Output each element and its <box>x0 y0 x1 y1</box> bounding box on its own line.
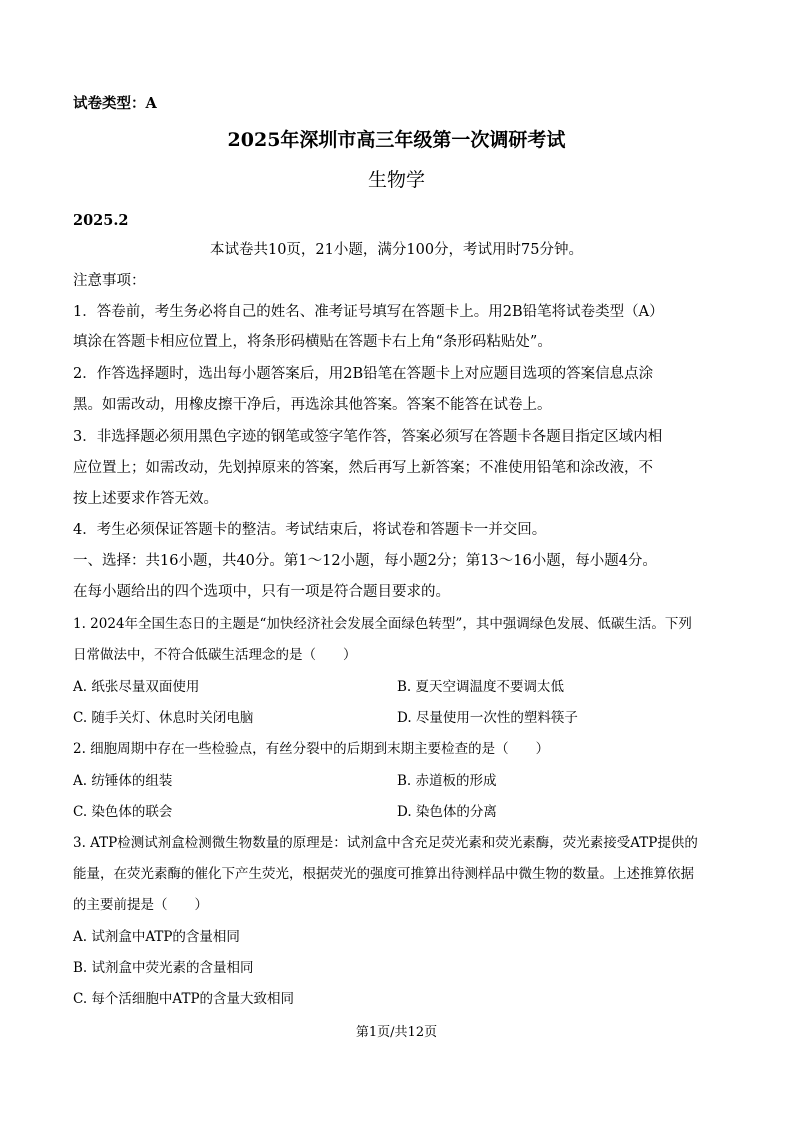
note-line: 2．作答选择题时，选出每小题答案后，用2B铅笔在答题卡上对应题目选项的答案信息点涂 <box>73 366 654 382</box>
note-line: 填涂在答题卡相应位置上，将条形码横贴在答题卡右上角“条形码粘贴处”。 <box>73 334 552 350</box>
question-3-stem: 的主要前提是（ ） <box>73 897 208 913</box>
question-1-option-a: A. 纸张尽量双面使用 <box>73 679 200 695</box>
notes-heading: 注意事项： <box>73 273 146 289</box>
question-3-option-c: C. 每个活细胞中ATP的含量大致相同 <box>73 991 295 1007</box>
question-1-stem: 日常做法中，不符合低碳生活理念的是（ ） <box>73 647 357 663</box>
note-line: 黑。如需改动，用橡皮擦干净后，再选涂其他答案。答案不能答在试卷上。 <box>73 397 552 413</box>
exam-date: 2025.2 <box>73 212 129 229</box>
question-1-option-c: C. 随手关灯、休息时关闭电脑 <box>73 710 254 726</box>
question-1-option-d: D. 尽量使用一次性的塑料筷子 <box>397 710 578 726</box>
note-line: 4．考生必须保证答题卡的整洁。考试结束后，将试卷和答题卡一并交回。 <box>73 522 547 538</box>
section-instructions: 一、选择：共16小题，共40分。第1～12小题，每小题2分；第13～16小题，每小题4分。 <box>73 553 657 569</box>
question-2-option-c: C. 染色体的联会 <box>73 804 173 820</box>
paper-type: 试卷类型：A <box>73 95 157 112</box>
question-3-stem: 能量，在荧光素酶的催化下产生荧光，根据荧光的强度可推算出待测样品中微生物的数量。上述推算依据 <box>73 866 694 882</box>
question-2-option-b: B. 赤道板的形成 <box>397 773 497 789</box>
question-3-option-a: A. 试剂盒中ATP的含量相同 <box>73 929 240 945</box>
exam-info: 本试卷共10页，21小题，满分100分，考试用时75分钟。 <box>209 242 584 258</box>
page-number: 第1页/共12页 <box>355 1025 438 1040</box>
subject-title: 生物学 <box>367 169 425 191</box>
question-1-stem: 1. 2024年全国生态日的主题是“加快经济社会发展全面绿色转型”，其中强调绿色发展、低碳生活。下列 <box>73 616 692 632</box>
section-instructions: 在每小题给出的四个选项中，只有一项是符合题目要求的。 <box>73 584 450 600</box>
note-line: 应位置上；如需改动，先划掉原来的答案，然后再写上新答案；不准使用铅笔和涂改液，不 <box>73 460 653 476</box>
question-2-stem: 2. 细胞周期中存在一些检验点，有丝分裂中的后期到末期主要检查的是（ ） <box>73 741 550 757</box>
exam-title: 2025年深圳市高三年级第一次调研考试 <box>227 129 566 151</box>
question-2-option-a: A. 纺锤体的组装 <box>73 773 173 789</box>
question-1-option-b: B. 夏天空调温度不要调太低 <box>397 679 565 695</box>
note-line: 按上述要求作答无效。 <box>73 491 218 507</box>
note-line: 3．非选择题必须用黑色字迹的钢笔或签字笔作答，答案必须写在答题卡各题目指定区域内相 <box>73 429 663 445</box>
question-3-stem: 3. ATP检测试剂盒检测微生物数量的原理是：试剂盒中含充足荧光素和荧光素酶，荧光素接受ATP提供的 <box>73 835 698 851</box>
note-line: 1．答卷前，考生务必将自己的姓名、准考证号填写在答题卡上。用2B铅笔将试卷类型（A） <box>73 304 664 320</box>
question-3-option-b: B. 试剂盒中荧光素的含量相同 <box>73 960 254 976</box>
question-2-option-d: D. 染色体的分离 <box>397 804 497 820</box>
